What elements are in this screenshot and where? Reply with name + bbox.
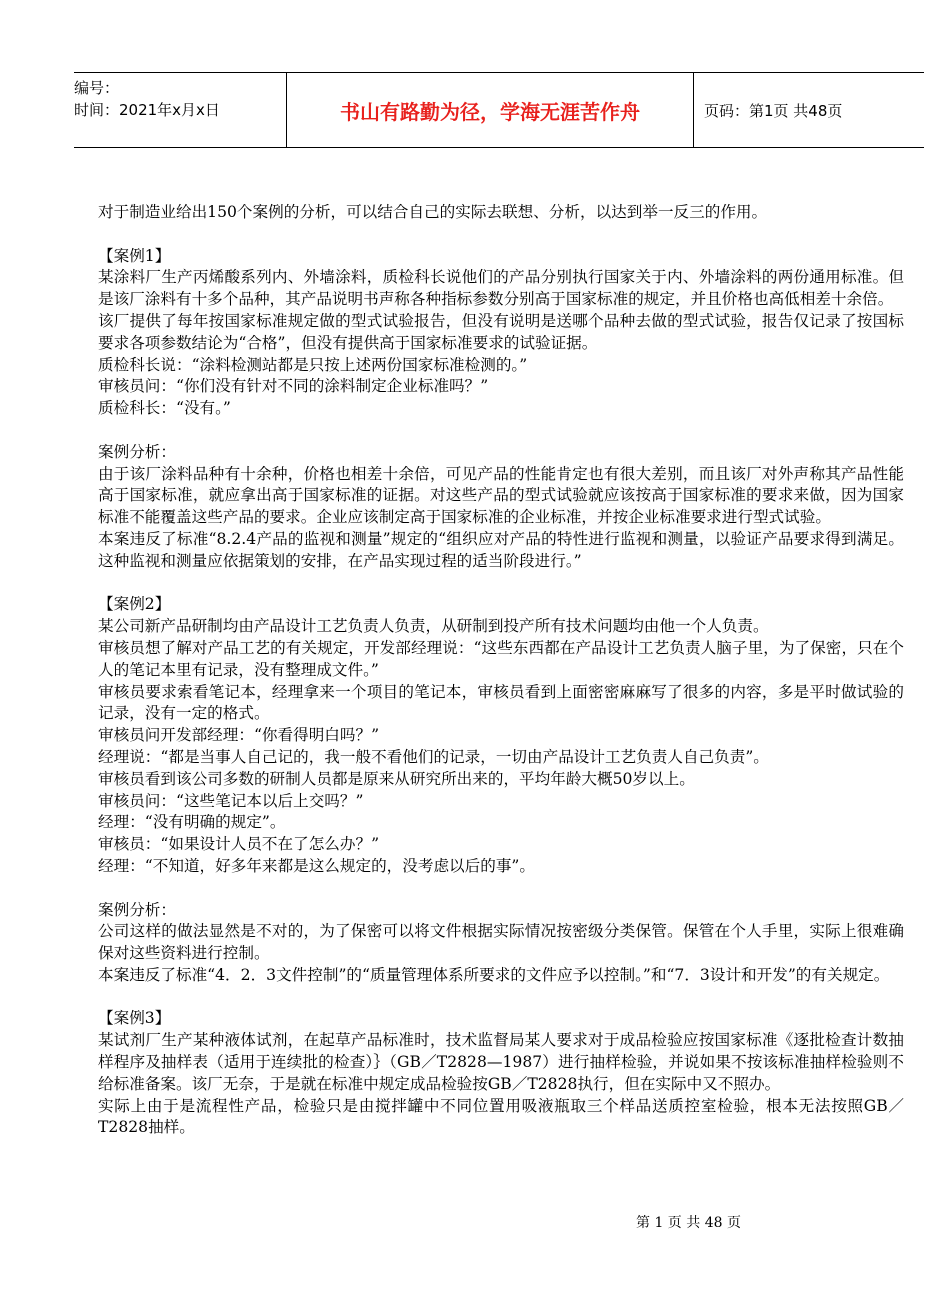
paragraph: 审核员想了解对产品工艺的有关规定，开发部经理说：“这些东西都在产品设计工艺负责人脑子里，为了保密，只在个人的笔记本里有记录，没有整理成文件。” bbox=[98, 638, 904, 679]
paragraph: 审核员：“如果设计人员不在了怎么办？” bbox=[98, 835, 380, 854]
paragraph: 本案违反了标准“8.2.4产品的监视和测量”规定的“组织应对产品的特性进行监视和测量，以验证产品要求得到满足。这种监视和测量应依据策划的安排，在产品实现过程的适当阶段进行。” bbox=[98, 529, 904, 570]
header-page-cell bbox=[694, 73, 924, 147]
serial-label: 编号： bbox=[74, 79, 120, 97]
case-3-heading: 【案例3】 bbox=[98, 1009, 171, 1028]
document-body bbox=[98, 202, 904, 1139]
paragraph: 由于该厂涂料品种有十余种，价格也相差十余倍，可见产品的性能肯定也有很大差别，而且该厂对外声称其产品性能高于国家标准，就应拿出高于国家标准的证据。对这些产品的型式试验就应该按高于国家标准的要求来做，因为国家标准不能覆盖这些产品的要求。企业应该制定高于国家标准的企业标准，并按企业标准要求进行型式试验。 bbox=[98, 464, 904, 527]
paragraph: 审核员问：“你们没有针对不同的涂料制定企业标准吗？” bbox=[98, 377, 489, 396]
header-meta bbox=[74, 73, 286, 147]
paragraph: 某涂料厂生产丙烯酸系列内、外墙涂料，质检科长说他们的产品分别执行国家关于内、外墙涂料的两份通用标准。但是该厂涂料有十多个品种，其产品说明书声称各种指标参数分别高于国家标准的规定，并且价格也高低相差十余倍。 bbox=[98, 268, 904, 309]
paragraph: 该厂提供了每年按国家标准规定做的型式试验报告，但没有说明是送哪个品种去做的型式试验，报告仅记录了按国标要求各项参数结论为“合格”，但没有提供高于国家标准要求的试验证据。 bbox=[98, 311, 904, 352]
intro-paragraph: 对于制造业给出150个案例的分析，可以结合自己的实际去联想、分析，以达到举一反三的作用。 bbox=[98, 203, 768, 221]
case-2-heading: 【案例2】 bbox=[98, 595, 171, 614]
case-1-heading: 【案例1】 bbox=[98, 246, 171, 265]
header-motto-cell bbox=[286, 73, 694, 147]
paragraph: 经理：“没有明确的规定”。 bbox=[98, 813, 286, 832]
paragraph: 经理说：“都是当事人自己记的，我一般不看他们的记录，一切由产品设计工艺负责人自己负责”。 bbox=[98, 747, 769, 766]
header-page-label: 页码：第1页 共48页 bbox=[704, 101, 843, 120]
paragraph: 实际上由于是流程性产品，检验只是由搅拌罐中不同位置用吸液瓶取三个样品送质控室检验，根本无法按照GB／T2828抽样。 bbox=[98, 1096, 904, 1137]
paragraph: 审核员问开发部经理：“你看得明白吗？” bbox=[98, 726, 380, 745]
paragraph: 审核员要求索看笔记本，经理拿来一个项目的笔记本，审核员看到上面密密麻麻写了很多的内容，多是平时做试验的记录，没有一定的格式。 bbox=[98, 682, 904, 723]
paragraph: 质检科长说：“涂料检测站都是只按上述两份国家标准检测的。” bbox=[98, 355, 528, 374]
date-label: 时间：2021年x月x日 bbox=[74, 101, 220, 119]
paragraph: 某试剂厂生产某种液体试剂，在起草产品标准时，技术监督局某人要求对于成品检验应按国家标准《逐批检查计数抽样程序及抽样表（适用于连续批的检查）｝（GB／T2828—1987）进行抽样检验，并说如果不按该标准抽样检验则不给标准备案。该厂无奈，于是就在标准中规定成品检验按GB／T2828执行，但在实际中又不照办。 bbox=[98, 1031, 904, 1093]
paragraph: 本案违反了标准“4．2．3文件控制”的“质量管理体系所要求的文件应予以控制。”和“7．3设计和开发”的有关规定。 bbox=[98, 965, 890, 984]
analysis-heading: 案例分析： bbox=[98, 900, 176, 919]
paragraph: 审核员问：“这些笔记本以后上交吗？” bbox=[98, 791, 364, 810]
paragraph: 审核员看到该公司多数的研制人员都是原来从研究所出来的，平均年龄大概50岁以上。 bbox=[98, 769, 695, 788]
paragraph: 某公司新产品研制均由产品设计工艺负责人负责，从研制到投产所有技术问题均由他一个人负责。 bbox=[98, 617, 769, 636]
paragraph: 公司这样的做法显然是不对的，为了保密可以将文件根据实际情况按密级分类保管。保管在个人手里，实际上很难确保对这些资料进行控制。 bbox=[98, 922, 904, 963]
page-header bbox=[74, 72, 924, 148]
paragraph: 经理：“不知道，好多年来都是这么规定的，没考虑以后的事”。 bbox=[98, 856, 535, 875]
analysis-heading: 案例分析： bbox=[98, 442, 176, 461]
paragraph: 质检科长：“没有。” bbox=[98, 399, 231, 418]
page-footer: 第 1 页 共 48 页 bbox=[636, 1215, 741, 1231]
header-motto: 书山有路勤为径，学海无涯苦作舟 bbox=[340, 99, 640, 124]
